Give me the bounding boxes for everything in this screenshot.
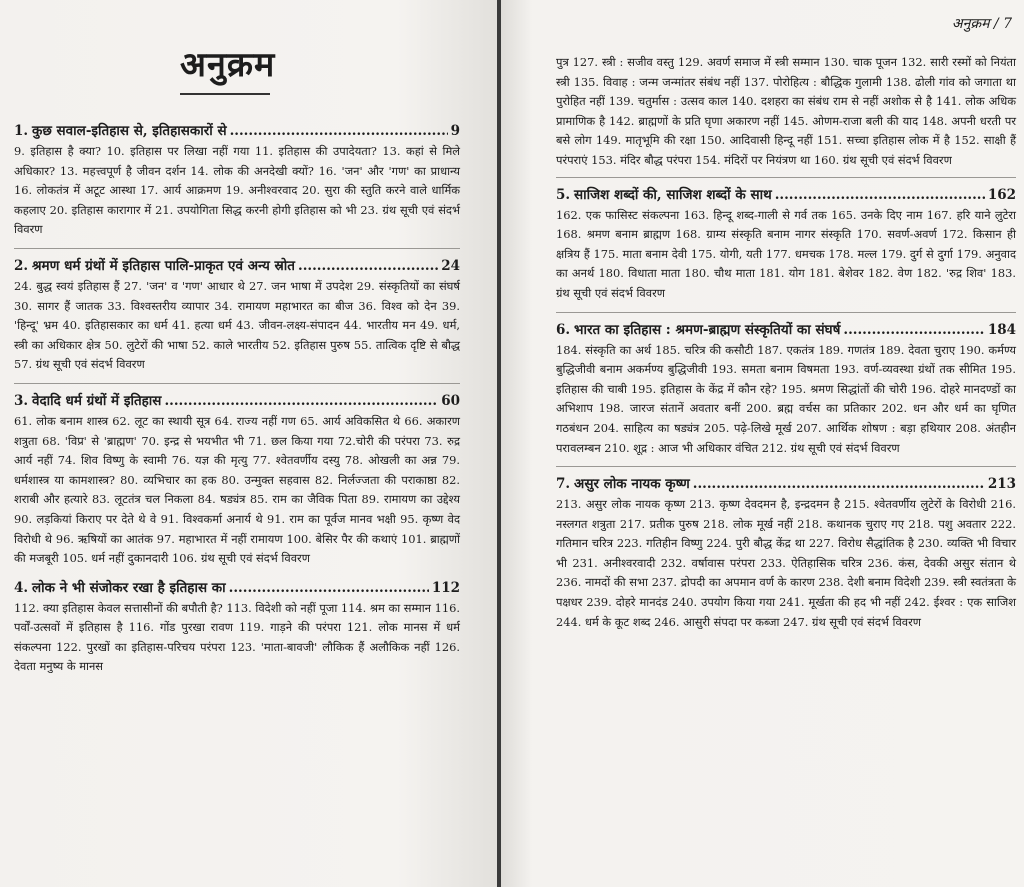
chapter-number: 7.: [556, 476, 571, 493]
chapter-title: लोक ने भी संजोकर रखा है इतिहास का: [32, 579, 226, 596]
toc-entry-heading: [556, 473, 1016, 495]
chapter-page: 9: [450, 123, 460, 139]
toc-entry-7: [556, 473, 1016, 632]
leader-dots: [164, 390, 438, 412]
chapter-page: 112: [431, 579, 460, 596]
toc-entry-heading: [14, 390, 460, 412]
chapter-subtopics: 9. इतिहास है क्या? 10. इतिहास पर लिखा नहीं गया 11. इतिहास की उपादेयता? 13. कहां से मिले अधिकार? 13. महत्त्वपूर्ण है जीवन दर्शन 14. लोक की अनदेखी क्यों? 16. 'जन' और 'गण' का प्राधान्य 16. लोकतंत्र में अटूट आस्था 17. आर्य आक्रमण 19. अनीश्वरवाद 20. सुरा की स्तुति करने वाले धार्मिक कहलाए 20. इतिहास कारागार में 21. उपयोगिता सिद्ध करनी होगी इतिहास को भी 23. ग्रंथ सूची एवं संदर्भ विवरण: [14, 144, 460, 237]
toc-entry-2: [14, 255, 460, 375]
chapter-title: वेदादि धर्म ग्रंथों में इतिहास: [32, 392, 162, 409]
chapter-number: 1.: [14, 123, 29, 139]
divider: [556, 466, 1016, 467]
chapter-title: श्रमण धर्म ग्रंथों में इतिहास पालि-प्राकृत एवं अन्य स्रोत: [32, 257, 295, 274]
page-title: अनुक्रम: [180, 45, 276, 85]
chapter-title: भारत का इतिहास : श्रमण-ब्राह्मण संस्कृतियों का संघर्ष: [574, 321, 841, 338]
chapter-subtopics: 213. असुर लोक नायक कृष्ण 213. कृष्ण देवदमन है, इन्द्रदमन है 215. श्वेतवर्णीय लुटेरों के विरोधी 216. नस्लगत शत्रुता 217. प्रतीक पुरुष 218. लोक मूर्ख नहीं 218. कथानक चुराए गए 218. पशु अवतार 222. गतिमान चरित्र 223. गतिहीन विष्णु 224. पुरी बौद्ध केंद्र था 227. विरोध सैद्धांतिक है 230. व्यक्ति भी विचार भी 231. अनीश्वरवादी 232. वर्षावास परंपरा 233. ऐतिहासिक चरित्र 236. कंस, देवकी असुर संतान थे 236. नामदों की सभा 237. द्रोपदी का अपमान वर्ण के कारण 238. देशी बनाम विदेशी 239. स्त्री स्वतंत्रता के पक्षधर 239. दोहरे मानदंड 240. उपयोग किया गया 241. मूर्खता की हद भी नहीं 242. ईश्वर : एक साजिश 244. धर्म के कूट शब्द 246. आसुरी संपदा पर कब्जा 247. ग्रंथ सूची एवं संदर्भ विवरण: [556, 497, 1016, 629]
leader-dots: [229, 577, 429, 599]
chapter-number: 4.: [14, 579, 29, 596]
toc-entry-heading: [14, 577, 460, 599]
divider: [556, 177, 1016, 178]
chapter-title: साजिश शब्दों की, साजिश शब्दों के साथ: [574, 186, 772, 203]
leader-dots: [775, 184, 985, 206]
leader-dots: [693, 473, 985, 495]
divider: [556, 312, 1016, 313]
running-head: अनुक्रम / 7: [951, 16, 1012, 32]
toc-entry-heading: [14, 120, 460, 142]
chapter-page: 24: [441, 257, 460, 274]
divider: [14, 383, 460, 384]
chapter-page: 60: [441, 392, 460, 409]
leader-dots: [230, 120, 448, 142]
chapter-page: 184: [987, 321, 1016, 338]
toc-entry-3: [14, 390, 460, 569]
chapter-number: 2.: [14, 257, 29, 274]
title-underline: [180, 93, 270, 95]
right-toc-column: [556, 53, 1016, 640]
chapter-subtopics: 112. क्या इतिहास केवल सत्तासीनों की बपौती है? 113. विदेशी को नहीं पूजा 114. श्रम का सम्मान 116. पर्वों-उत्सवों में इतिहास है 116. गोंड पुरखा रावण 119. गाड़ने की परंपरा 121. लोक मानस में धर्म संकल्पना 122. पुरखों का इतिहास-परिचय परंपरा 123. 'माता-बावजी' लौकिक हैं अलौकिक नहीं 126. देवता मनुष्य के मानस: [14, 600, 460, 674]
toc-entry-heading: [556, 184, 1016, 206]
divider: [14, 248, 460, 249]
chapter-subtopics: 162. एक फासिस्ट संकल्पना 163. हिन्दू शब्द-गाली से गर्व तक 165. उनके दिए नाम 167. हरि याने लुटेरा 168. श्रमण बनाम ब्राह्मण 168. ग्राम्य संस्कृति बनाम नागर संस्कृति 170. सवर्ण-अवर्ण 172. किसान ही क्षत्रिय हैं 175. माता बनाम देवी 175. योगी, यती 177. धमचक 178. मल्ल 179. दुर्ग से दुर्गा 179. अनुवाद का अनर्थ 180. विधाता माता 180. चौथ माता 181. योग 181. बेशेवर 182. वेण 182. 'रुद्र शिव' 183. ग्रंथ सूची एवं संदर्भ विवरण: [556, 207, 1016, 300]
left-toc-column: [14, 120, 460, 685]
toc-entry-5: [556, 184, 1016, 304]
chapter-number: 6.: [556, 321, 571, 338]
chapter-title: असुर लोक नायक कृष्ण: [574, 476, 690, 493]
chapter-page: 162: [987, 186, 1016, 203]
chapter-number: 5.: [556, 186, 571, 203]
toc-entry-heading: [14, 255, 460, 277]
chapter-subtopics: 184. संस्कृति का अर्थ 185. चरित्र की कसौटी 187. एकतंत्र 189. गणतंत्र 189. देवता चुराए 190. कर्मण्य बुद्धिजीवी बनाम अकर्मण्य बुद्धिजीवी 193. समता बनाम विषमता 193. वर्ण-व्यवस्था ग्रंथों तक सीमित 195. इतिहास की चाबी 195. इतिहास के केंद्र में कौन रहे? 195. श्रमण सिद्धांतों की चोरी 196. दोहरे मानदण्डों का अभिशाप 198. जारज संतानें अवतार बनीं 200. ब्रह्म वर्चस का प्रतिकार 202. धन और धर्म का घृणित गठबंधन 204. साहित्य का षड्यंत्र 205. पढ़े-लिखे मूर्ख 207. आर्थिक शोषण : बड़ा हथियार 208. अंतहीन परावलम्बन 210. शूद्र : आज भी अधिकार वंचित 212. ग्रंथ सूची एवं संदर्भ विवरण: [556, 342, 1016, 455]
chapter-subtopics: 61. लोक बनाम शास्त्र 62. लूट का स्थायी सूत्र 64. राज्य नहीं गण 65. आर्य अविकसित थे 66. अकारण शत्रुता 68. 'विप्र' से 'ब्राह्मण' 70. इन्द्र से भयभीत भी 71. छल किया गया 72.चोरी की परंपरा 73. रुद्र आर्य नहीं 74. शिव विष्णु के स्वामी 76. यज्ञ की मृत्यु 77. श्वेतवर्णीय दस्यु 78. ओखली का अन्न 79. धर्मशास्त्र या कामशास्त्र? 80. व्यभिचार का हक 80. उन्मुक्त सहवास 82. निर्लज्जता की पराकाष्ठा 82. शराबी और हत्यारे 83. लूटतंत्र चल निकला 84. षड्यंत्र 85. राम का जैविक पिता 89. रामायण का उद्देश्य 90. लड़कियां किराए पर देते थे वे 91. विश्वकर्मा अनार्य थे 91. राम का पूर्वज मानव भक्षी 95. कृष्ण वेद विरोधी थे 96. ऋषियों का आतंक 97. महाभारत में नहीं रामायण 100. बेसिर पैर की कथाएं 101. ब्राह्मणों की मजबूरी 105. धर्म नहीं दुकानदारी 106. ग्रंथ सूची एवं संदर्भ विवरण: [14, 413, 460, 566]
leader-dots: [843, 319, 984, 341]
toc-entry-4: [14, 577, 460, 677]
chapter-4-continuation: पुत्र 127. स्त्री : सजीव वस्तु 129. अवर्ण समाज में स्त्री सम्मान 130. चाक पूजन 132. सारी रस्मों को नियंता स्त्री 135. विवाह : जन्म जन्मांतर संबंध नहीं 137. पोरोहित्य : बौद्धिक गुलामी 138. ढोली गांव को जगाता था पुरोहित नहीं 139. चतुर्मास : उत्सव काल 140. दशहरा का संबंध राम से नहीं अशोक से है 141. लोक अधिक प्रामाणिक है 142. ब्राह्मणों के प्रति घृणा अकारण नहीं 145. ओणम-राजा बली की याद 148. अपनी धरती पर बसे लोग 149. मातृभूमि की रक्षा 150. आदिवासी हिन्दू नहीं 151. सच्चा इतिहास लोक में है 152. साक्षी हैं परंपराएं 153. मंदिर बौद्ध परंपरा 154. मंदिरों पर नियंत्रण था 160. ग्रंथ सूची एवं संदर्भ विवरण: [556, 55, 1016, 167]
chapter-title: कुछ सवाल-इतिहास से, इतिहासकारों से: [32, 123, 227, 139]
chapter-subtopics: 24. बुद्ध स्वयं इतिहास हैं 27. 'जन' व 'गण' आधार थे 27. जन भाषा में उपदेश 29. संस्कृतियों का संघर्ष 30. सागर हैं जातक 33. विश्वस्तरीय व्यापार 34. रामायण महाभारत का बीज 36. विश्व को देन 39. 'हिन्दू' भ्रम 40. इतिहासकार का धर्म 41. हत्या धर्म 43. जीवन-लक्ष्य-संपादन 44. भारतीय मन 49. धर्म, स्त्री का अधिकार क्षेत्र 50. लुटेरों की भाषा 52. काले भारतीय 52. इतिहास पुरुष 55. तात्विक दृष्टि से बौद्ध 57. ग्रंथ सूची एवं संदर्भ विवरण: [14, 278, 460, 372]
toc-entry-heading: [556, 319, 1016, 341]
left-page: [0, 0, 497, 887]
chapter-number: 3.: [14, 392, 29, 409]
leader-dots: [298, 255, 438, 277]
toc-entry-1: [14, 120, 460, 240]
chapter-page: 213: [987, 476, 1016, 493]
toc-entry-6: [556, 319, 1016, 459]
